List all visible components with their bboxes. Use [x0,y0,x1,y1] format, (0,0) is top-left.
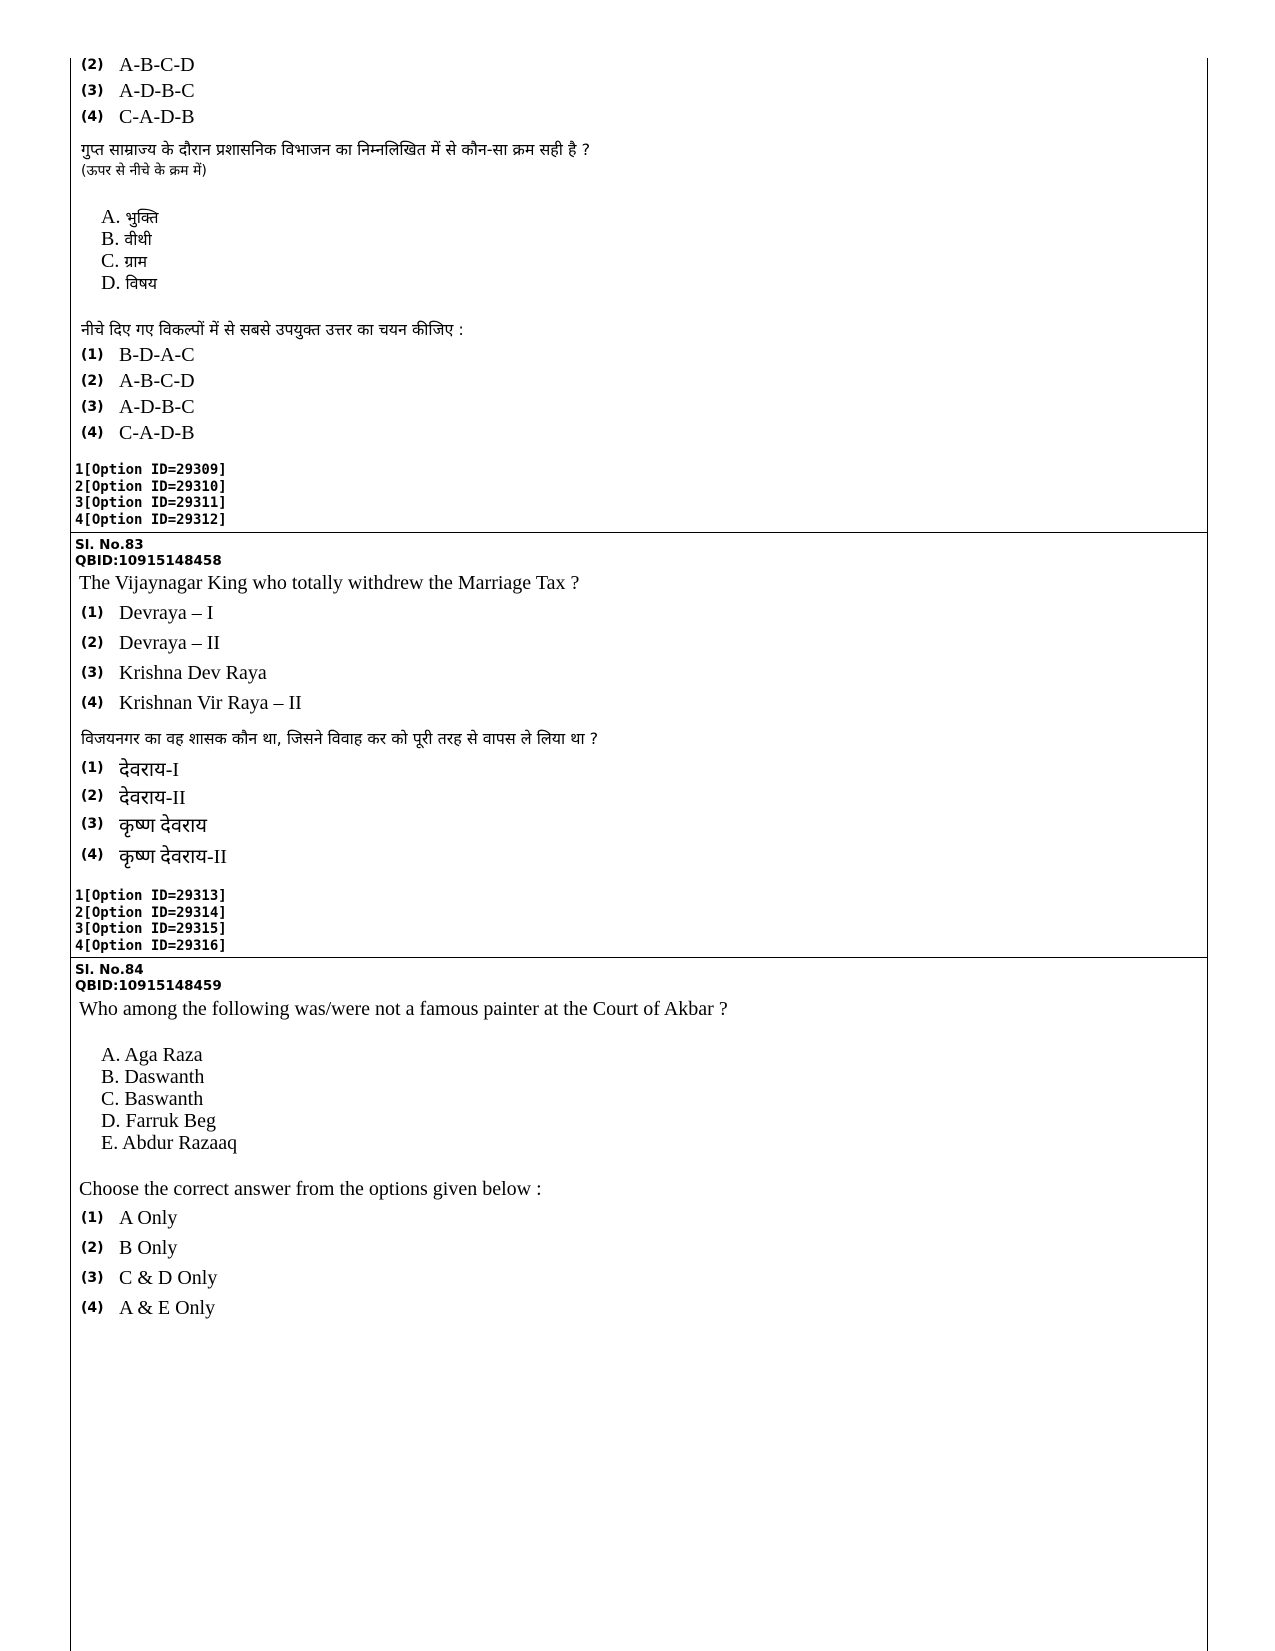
hindi-question-text: गुप्त साम्राज्य के दौरान प्रशासनिक विभाजन का निम्नलिखित में से कौन-सा क्रम सही है ? [81,140,591,159]
option-row [81,811,207,837]
list-item [101,1132,237,1155]
item-letter: A. [101,1044,121,1066]
option-number: (2) [81,635,104,651]
option-text: Krishna Dev Raya [119,661,267,684]
question-text: Who among the following was/were not a famous painter at the Court of Akbar ? [79,998,728,1020]
option-text: A-B-C-D [119,53,195,76]
option-number: (4) [81,695,104,711]
option-number: (2) [81,788,104,804]
option-id: 2[Option ID=29314] [75,904,227,921]
item-text: भुक्ति [125,208,159,227]
option-text: C & D Only [119,1266,218,1289]
option-number: (4) [81,847,104,863]
item-letter: C. [101,250,120,272]
option-text: B Only [119,1236,178,1259]
option-row [81,52,195,78]
hindi-question-subtext: (ऊपर से नीचे के क्रम में) [81,163,207,179]
option-id: 4[Option ID=29312] [75,511,227,528]
option-number: (1) [81,760,104,776]
hindi-choose-text: नीचे दिए गए विकल्पों में से सबसे उपयुक्त उत्तर का चयन कीजिए : [81,320,464,339]
option-row [81,78,195,104]
qbid: QBID:10915148459 [75,978,222,994]
option-row [81,1235,177,1261]
list-item [101,1066,204,1089]
question-meta [75,537,222,569]
option-row [81,630,220,656]
option-number: (3) [81,665,104,681]
option-number: (1) [81,347,104,363]
option-text: A & E Only [119,1296,216,1319]
option-id: 1[Option ID=29313] [75,888,227,904]
option-row [81,420,195,446]
question-text: The Vijaynagar King who totally withdrew the Marriage Tax ? [79,572,580,594]
option-row [81,342,195,368]
option-text: B-D-A-C [119,343,195,366]
option-number: (3) [81,816,104,832]
choose-text: Choose the correct answer from the options given below : [79,1178,542,1200]
serial-number: Sl. No.83 [75,537,144,553]
option-text: A Only [119,1206,178,1229]
item-text: ग्राम [124,252,148,271]
option-id-list [75,462,227,528]
option-text: Krishnan Vir Raya – II [119,691,302,714]
question-divider [71,532,1207,533]
option-row [81,1295,215,1321]
option-row [81,690,302,716]
item-text: वीथी [124,230,152,249]
option-id: 1[Option ID=29309] [75,462,227,478]
option-id: 3[Option ID=29315] [75,921,227,937]
option-number: (2) [81,373,104,389]
option-row [81,755,179,781]
item-letter: E. [101,1132,119,1154]
option-number: (4) [81,425,104,441]
hindi-question-text: विजयनगर का वह शासक कौन था, जिसने विवाह कर को पूरी तरह से वापस ले लिया था ? [81,729,599,748]
option-number: (3) [81,1270,104,1286]
item-letter: C. [101,1088,120,1110]
item-text: विषय [125,274,158,293]
list-item [101,206,159,229]
question-meta [75,962,222,994]
option-text: A-D-B-C [119,395,195,418]
option-row [81,783,186,809]
option-text: A-D-B-C [119,79,195,102]
item-text: Abdur Razaaq [122,1132,238,1154]
item-text: Aga Raza [124,1044,203,1066]
option-number: (1) [81,605,104,621]
option-text: कृष्ण देवराय-II [119,845,227,868]
option-text: A-B-C-D [119,369,195,392]
option-text: C-A-D-B [119,105,195,128]
serial-number: Sl. No.84 [75,962,144,978]
option-row [81,1205,177,1231]
item-letter: B. [101,228,120,250]
item-text: Baswanth [124,1088,204,1110]
option-id: 3[Option ID=29311] [75,495,227,511]
option-row [81,104,195,130]
item-letter: D. [101,1110,121,1132]
option-number: (4) [81,1300,104,1316]
question-divider [71,957,1207,958]
option-id-list [75,888,227,954]
option-number: (4) [81,109,104,125]
option-text: देवराय-I [119,758,180,781]
list-item [101,250,147,273]
option-number: (2) [81,57,104,73]
list-item [101,272,157,295]
item-text: Daswanth [124,1066,205,1088]
list-item [101,1110,216,1133]
option-number: (3) [81,83,104,99]
option-number: (1) [81,1210,104,1226]
option-number: (3) [81,399,104,415]
list-item [101,228,152,251]
option-id: 2[Option ID=29310] [75,478,227,495]
item-letter: B. [101,1066,120,1088]
option-text: कृष्ण देवराय [119,814,207,837]
item-letter: D. [101,272,121,294]
option-text: C-A-D-B [119,421,195,444]
option-row [81,600,213,626]
option-row [81,1265,217,1291]
option-row [81,368,195,394]
option-row [81,842,227,868]
option-row [81,660,267,686]
option-number: (2) [81,1240,104,1256]
option-text: Devraya – II [119,631,221,654]
option-text: देवराय-II [119,786,186,809]
list-item [101,1088,203,1111]
option-row [81,394,195,420]
option-id: 4[Option ID=29316] [75,937,227,954]
question-paper-frame [70,53,1208,1651]
qbid: QBID:10915148458 [75,553,222,569]
option-text: Devraya – I [119,601,214,624]
list-item [101,1044,203,1067]
item-letter: A. [101,206,121,228]
item-text: Farruk Beg [125,1110,216,1132]
